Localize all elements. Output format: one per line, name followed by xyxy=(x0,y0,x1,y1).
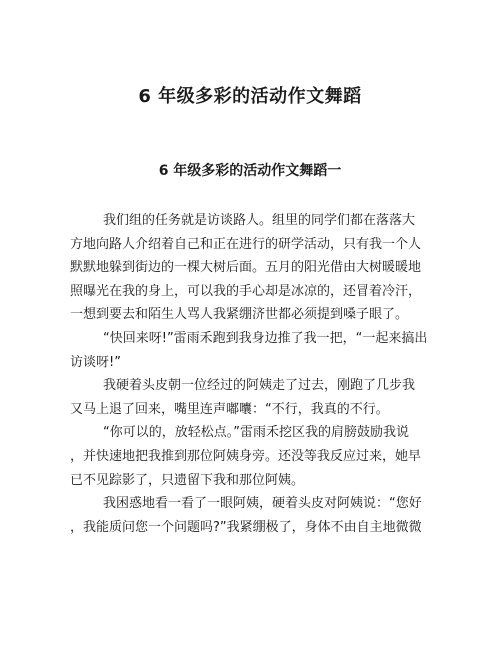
text-line: “你可以的，放轻松点。”雷雨禾挖区我的肩膀鼓励我说 xyxy=(103,425,409,441)
text-line: “快回来呀!”雷雨禾跑到我身边推了我一把，“一起来搞出 xyxy=(103,330,428,346)
section-title: 6 年级多彩的活动作文舞蹈一 xyxy=(158,163,342,179)
text-line: 照曝光在我的身上，可以我的手心却是冰凉的，还冒着冷汗， xyxy=(70,283,422,299)
text-line: 一想到要去和陌生人骂人我紧绷济世都必须提到嗓子眼了。 xyxy=(70,307,409,323)
text-line: ，并快速地把我推到那位阿姨身旁。还没等我反应过来，她早 xyxy=(70,448,422,464)
body-text xyxy=(70,209,440,539)
text-line: 方地向路人介绍着自己和正在进行的研学活动，只有我一个人 xyxy=(70,236,422,252)
text-line: 我困惑地看一看了一眼阿姨，硬着头皮对阿姨说：“您好 xyxy=(103,496,422,512)
text-line: 我们组的任务就是访谈路人。组里的同学们都在落落大 xyxy=(103,213,416,228)
text-line: 又马上退了回来，嘴里连声嘟囔：“不行，我真的不行。 xyxy=(70,401,389,417)
text-line: 访谈呀!” xyxy=(70,354,121,370)
text-line: 我硬着头皮朝一位经过的阿姨走了过去，刚跑了几步我 xyxy=(103,378,416,394)
document-title: 6 年级多彩的活动作文舞蹈 xyxy=(138,86,362,107)
text-line: 默默地躲到街边的一棵大树后面。五月的阳光借由大树暖暖地 xyxy=(70,260,422,276)
text-line: ，我能质问您一个问题吗?”我紧绷极了，身体不由自主地微微 xyxy=(70,519,422,535)
text-line: 已不见踪影了，只遗留下我和那位阿姨。 xyxy=(70,472,305,488)
